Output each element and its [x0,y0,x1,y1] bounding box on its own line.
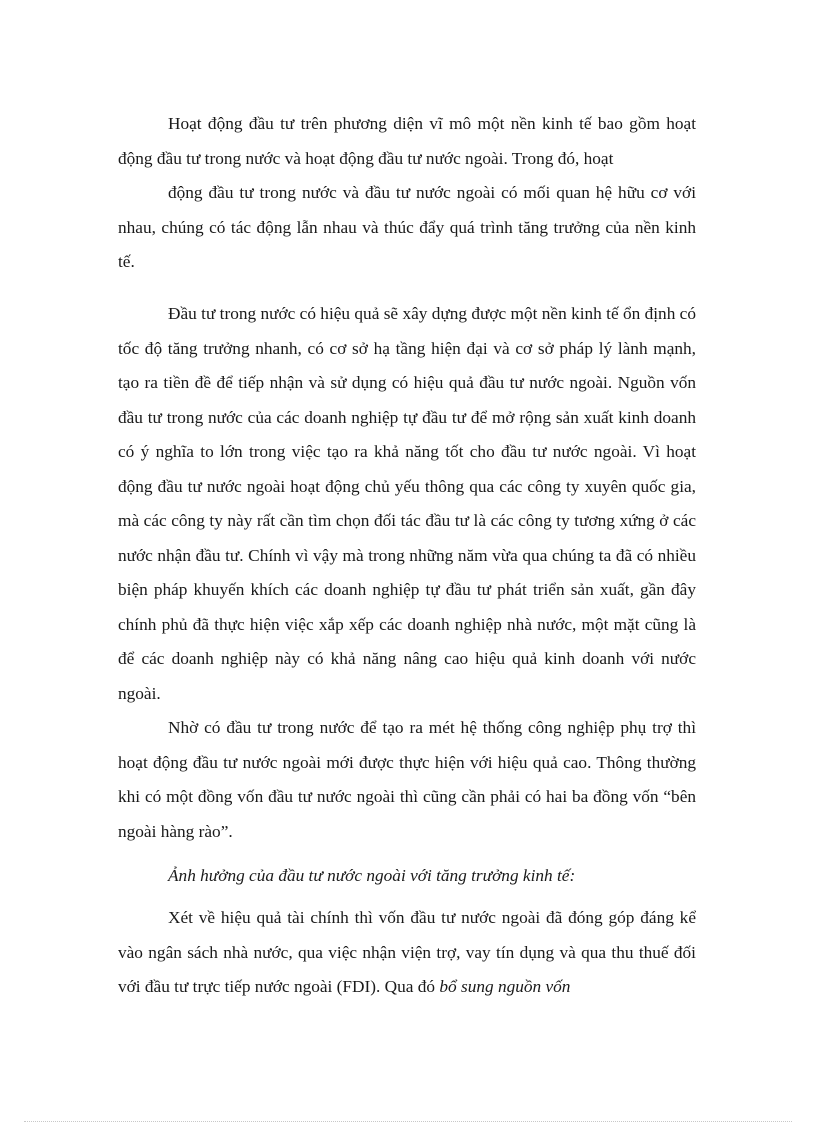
paragraph-3: Đầu tư trong nước có hiệu quả sẽ xây dựng được một nền kinh tế ổn định có tốc độ tăng trưởng nhanh, có cơ sở hạ tầng hiện đại và cơ sở pháp lý lành mạnh, tạo ra tiền đề để tiếp nhận và sử dụng có hiệu quả đầu tư nước ngoài. Nguồn vốn đầu tư trong nước của các doanh nghiệp tự đầu tư để mở rộng sản xuất kinh doanh có ý nghĩa to lớn trong việc tạo ra khả năng tốt cho đầu tư nước ngoài. Vì hoạt động đầu tư nước ngoài hoạt động chủ yếu thông qua các công ty xuyên quốc gia, mà các công ty này rất cần tìm chọn đối tác đầu tư là các công ty tương xứng ở các nước nhận đầu tư. Chính vì vậy mà trong những năm vừa qua chúng ta đã có nhiều biện pháp khuyến khích các doanh nghiệp tự đầu tư phát triển sản xuất, gần đây chính phủ đã thực hiện việc xắp xếp các doanh nghiệp nhà nước, một mặt cũng là để các doanh nghiệp này có khả năng nâng cao hiệu quả kinh doanh với nước ngoài. [118,304,696,703]
section-heading: Ảnh hưởng của đầu tư nước ngoài với tăng trưởng kinh tế: [168,866,576,885]
paragraph-5 [118,901,696,1005]
paragraph-1: Hoạt động đầu tư trên phương diện vĩ mô một nền kinh tế bao gồm hoạt động đầu tư trong nước và hoạt động đầu tư nước ngoài. Trong đó, hoạt [118,114,696,168]
paragraph-5-text: Xét về hiệu quả tài chính thì vốn đầu tư nước ngoài đã đóng góp đáng kể vào ngân sách nhà nước, qua việc nhận viện trợ, vay tín dụng và qua thu thuế đối với đầu tư trực tiếp nước ngoài (FDI). Qua đó [118,908,696,996]
paragraph-5-italic-tail: bổ sung nguồn vốn [439,977,571,996]
paragraph-4: Nhờ có đầu tư trong nước để tạo ra mét hệ thống công nghiệp phụ trợ thì hoạt động đầu tư nước ngoài mới được thực hiện với hiệu quả cao. Thông thường khi có một đồng vốn đầu tư nước ngoài thì cũng cần phải có hai ba đồng vốn “bên ngoài hàng rào”. [118,718,696,841]
page-bottom-rule [24,1121,792,1122]
paragraph-2: động đầu tư trong nước và đầu tư nước ngoài có mối quan hệ hữu cơ với nhau, chúng có tác động lẫn nhau và thúc đẩy quá trình tăng trưởng của nền kinh tế. [118,183,696,271]
